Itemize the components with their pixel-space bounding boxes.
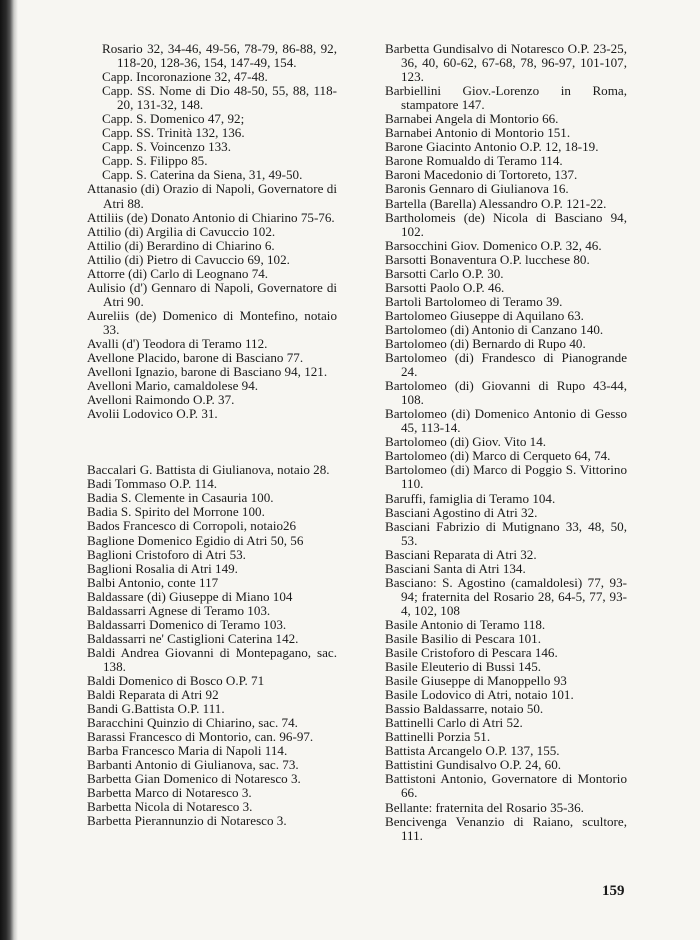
page-number: 159 <box>602 883 625 899</box>
index-entry: Avalli (d') Teodora di Teramo 112. <box>87 335 268 351</box>
index-entry: Baldassare (di) Giuseppe di Miano 104 <box>87 588 293 604</box>
index-entry: Bellante: fraternita del Rosario 35-36. <box>385 799 584 815</box>
index-entry: Baccalari G. Battista di Giulianova, notaio 28. <box>87 462 330 478</box>
index-entry: Barsotti Paolo O.P. 46. <box>385 279 505 295</box>
index-entry: Avolii Lodovico O.P. 31. <box>87 406 218 422</box>
index-entry: Baruffi, famiglia di Teramo 104. <box>385 490 556 506</box>
index-entry: Baglioni Rosalia di Atri 149. <box>87 560 238 576</box>
index-entry: Barassi Francesco di Montorio, can. 96-97. <box>87 729 314 745</box>
book-spine-shadow <box>0 0 18 940</box>
index-entry: Barba Francesco Maria di Napoli 114. <box>87 743 288 759</box>
index-entry: Baroni Macedonio di Tortoreto, 137. <box>385 167 578 183</box>
index-entry: Basciani Reparata di Atri 32. <box>385 546 537 562</box>
index-entry: Baglioni Cristoforo di Atri 53. <box>87 546 246 562</box>
index-column-right <box>385 42 627 843</box>
index-entry: Avelloni Ignazio, barone di Basciano 94, 121. <box>87 364 328 380</box>
index-entry: Bassio Baldassarre, notaio 50. <box>385 701 544 717</box>
index-entry: Baldassarri ne' Castiglioni Caterina 142. <box>87 630 299 646</box>
index-entry: Basciani Santa di Atri 134. <box>385 560 526 576</box>
index-entry: Attiliis (de) Donato Antonio di Chiarino 75-76. <box>87 209 335 225</box>
index-entry: Bartholomeis (de) Nicola di Basciano 94, 102. <box>385 209 627 239</box>
index-entry: Basile Lodovico di Atri, notaio 101. <box>385 687 574 703</box>
index-entry: Baldassarri Agnese di Teramo 103. <box>87 602 271 618</box>
index-entry: Barnabei Angela di Montorio 66. <box>385 111 559 127</box>
index-entry: Badi Tommaso O.P. 114. <box>87 476 218 492</box>
index-entry: Barbetta Marco di Notaresco 3. <box>87 785 252 801</box>
index-entry: Bartella (Barella) Alessandro O.P. 121-22. <box>385 195 607 211</box>
index-entry: Barbanti Antonio di Giulianova, sac. 73. <box>87 757 299 773</box>
index-subentry: Capp. S. Filippo 85. <box>102 153 208 169</box>
index-entry: Attilio (di) Pietro di Cavuccio 69, 102. <box>87 251 290 267</box>
index-column-left <box>87 42 337 828</box>
index-entry: Barsotti Carlo O.P. 30. <box>385 265 504 281</box>
index-entry: Badia S. Spirito del Morrone 100. <box>87 504 265 520</box>
index-entry: Barsotti Bonaventura O.P. lucchese 80. <box>385 251 590 267</box>
index-entry: Basile Cristoforo di Pescara 146. <box>385 645 558 661</box>
index-entry: Barbetta Nicola di Notaresco 3. <box>87 799 253 815</box>
index-subentry: Capp. S. Voincenzo 133. <box>102 139 231 155</box>
index-entry: Bartolomeo (di) Antonio di Canzano 140. <box>385 321 604 337</box>
index-entry: Baracchini Quinzio di Chiarino, sac. 74. <box>87 715 298 731</box>
index-subentry: Capp. S. Caterina da Siena, 31, 49-50. <box>102 167 303 183</box>
index-entry: Baldi Andrea Giovanni di Montepagano, sac. 138. <box>87 644 337 674</box>
index-entry: Barbetta Gian Domenico di Notaresco 3. <box>87 771 301 787</box>
index-entry: Baglione Domenico Egidio di Atri 50, 56 <box>87 532 304 548</box>
index-entry: Bencivenga Venanzio di Raiano, scultore, 111. <box>385 813 627 843</box>
index-entry: Basile Giuseppe di Manoppello 93 <box>385 673 567 689</box>
index-entry: Basciani Agostino di Atri 32. <box>385 504 538 520</box>
index-entry: Basile Basilio di Pescara 101. <box>385 630 542 646</box>
index-entry: Bartoli Bartolomeo di Teramo 39. <box>385 293 563 309</box>
index-entry: Attorre (di) Carlo di Leognano 74. <box>87 265 269 281</box>
index-entry: Bartolomeo Giuseppe di Aquilano 63. <box>385 307 584 323</box>
index-entry: Baronis Gennaro di Giulianova 16. <box>385 181 569 197</box>
index-entry: Attanasio (di) Orazio di Napoli, Governatore di Atri 88. <box>87 181 337 211</box>
index-entry: Basciani Fabrizio di Mutignano 33, 48, 50, 53. <box>385 518 627 548</box>
index-entry: Aulisio (d') Gennaro di Napoli, Governatore di Atri 90. <box>87 279 337 309</box>
index-entry: Balbi Antonio, conte 117 <box>87 574 219 590</box>
index-entry: Bartolomeo (di) Frandesco di Pianogrande 24. <box>385 350 627 380</box>
index-entry: Barnabei Antonio di Montorio 151. <box>385 125 571 141</box>
index-entry: Battistini Gundisalvo O.P. 24, 60. <box>385 757 562 773</box>
index-entry: Avelloni Mario, camaldolese 94. <box>87 378 259 394</box>
section-gap <box>87 421 337 463</box>
index-entry: Barbetta Pierannunzio di Notaresco 3. <box>87 813 287 829</box>
index-entry: Battistoni Antonio, Governatore di Montorio 66. <box>385 771 627 801</box>
index-subentry: Capp. S. Domenico 47, 92; <box>102 111 245 127</box>
index-entry: Battinelli Carlo di Atri 52. <box>385 715 523 731</box>
index-entry: Bartolomeo (di) Marco di Poggio S. Vittorino 110. <box>385 462 627 492</box>
index-subentry: Capp. SS. Trinità 132, 136. <box>102 125 245 141</box>
index-entry: Basciano: S. Agostino (camaldolesi) 77, 93-94; fraternita del Rosario 28, 64-5, 77, 93-4, 102, 108 <box>385 574 627 618</box>
index-entry: Avelloni Raimondo O.P. 37. <box>87 392 235 408</box>
index-entry: Barbiellini Giov.-Lorenzo in Roma, stampatore 147. <box>385 83 627 113</box>
index-entry: Bartolomeo (di) Giov. Vito 14. <box>385 434 547 450</box>
index-entry: Barsocchini Giov. Domenico O.P. 32, 46. <box>385 237 602 253</box>
index-entry: Baldassarri Domenico di Teramo 103. <box>87 616 287 632</box>
index-entry: Bartolomeo (di) Bernardo di Rupo 40. <box>385 335 586 351</box>
index-entry: Basile Eleuterio di Bussi 145. <box>385 659 542 675</box>
index-entry: Bandi G.Battista O.P. 111. <box>87 701 225 717</box>
index-subentry: Capp. SS. Nome di Dio 48-50, 55, 88, 118-20, 131-32, 148. <box>102 83 337 113</box>
index-entry: Baldi Domenico di Bosco O.P. 71 <box>87 672 265 688</box>
index-entry: Barone Romualdo di Teramo 114. <box>385 153 563 169</box>
index-entry: Baldi Reparata di Atri 92 <box>87 687 219 703</box>
index-subentry: Rosario 32, 34-46, 49-56, 78-79, 86-88, 92, 118-20, 128-36, 154, 147-49, 154. <box>102 41 337 71</box>
index-entry: Avellone Placido, barone di Basciano 77. <box>87 350 304 366</box>
index-entry: Attilio (di) Berardino di Chiarino 6. <box>87 237 275 253</box>
index-entry: Bartolomeo (di) Marco di Cerqueto 64, 74. <box>385 448 611 464</box>
index-entry: Aureliis (de) Domenico di Montefino, notaio 33. <box>87 307 337 337</box>
index-subentry: Capp. Incoronazione 32, 47-48. <box>102 69 268 85</box>
index-entry: Basile Antonio di Teramo 118. <box>385 616 546 632</box>
index-entry: Attilio (di) Argilia di Cavuccio 102. <box>87 223 276 239</box>
index-entry: Bados Francesco di Corropoli, notaio26 <box>87 518 297 534</box>
index-entry: Bartolomeo (di) Domenico Antonio di Gesso 45, 113-14. <box>385 406 627 436</box>
index-entry: Battinelli Porzia 51. <box>385 729 491 745</box>
index-entry: Barbetta Gundisalvo di Notaresco O.P. 23-25, 36, 40, 60-62, 67-68, 78, 96-97, 101-107, 123. <box>385 41 627 85</box>
index-entry: Bartolomeo (di) Giovanni di Rupo 43-44, 108. <box>385 378 627 408</box>
index-entry: Badia S. Clemente in Casauria 100. <box>87 490 274 506</box>
index-entry: Battista Arcangelo O.P. 137, 155. <box>385 743 560 759</box>
index-entry: Barone Giacinto Antonio O.P. 12, 18-19. <box>385 139 599 155</box>
